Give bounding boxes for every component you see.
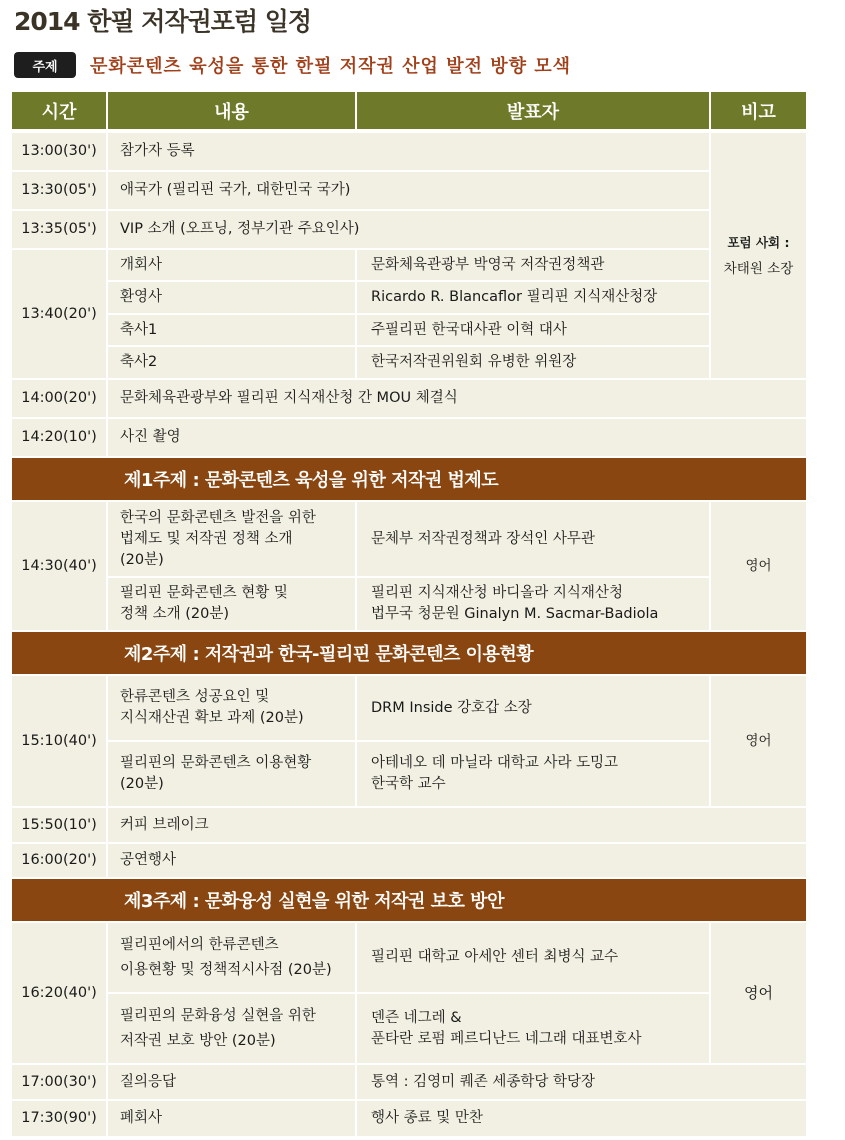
content-line: 필리핀에서의 한류콘텐츠 (120, 936, 279, 953)
moderator-note (711, 133, 806, 378)
content-cell: 공연행사 (108, 844, 806, 877)
presenter-line: 법무국 청문원 Ginalyn M. Sacmar-Badiola (371, 606, 659, 622)
presenter-cell: 문체부 저작권정책과 장석인 사무관 (357, 502, 709, 576)
content-line: (20분) (120, 776, 164, 792)
content-line: (20분) (120, 551, 164, 568)
content-cell (108, 994, 355, 1063)
presenter-cell: 행사 종료 및 만찬 (357, 1101, 806, 1136)
presenter-cell (357, 578, 709, 630)
content-cell: 커피 브레이크 (108, 808, 806, 842)
presenter-cell: 문화체육관광부 박영국 저작권정책관 (357, 250, 709, 280)
note-cell: 영어 (711, 923, 806, 1063)
topic-text: 문화콘텐츠 육성을 통한 한필 저작권 산업 발전 방향 모색 (90, 56, 572, 77)
header-time: 시간 (12, 92, 106, 129)
header-presenter: 발표자 (357, 92, 709, 129)
content-cell: 애국가 (필리핀 국가, 대한민국 국가) (108, 172, 709, 209)
note-cell: 영어 (711, 676, 806, 806)
content-line: 지식재산권 확보 과제 (20분) (120, 710, 304, 726)
header-note: 비고 (711, 92, 806, 129)
topic-badge: 주제 (14, 52, 76, 78)
content-line: 한국의 문화콘텐츠 발전을 위한 (120, 509, 316, 526)
time-cell: 13:30(05') (12, 172, 106, 209)
session1-title: 제1주제 : 문화콘텐츠 육성을 위한 저작권 법제도 (12, 458, 806, 500)
header-content: 내용 (108, 92, 355, 129)
time-cell: 14:00(20') (12, 380, 106, 417)
time-cell: 13:00(30') (12, 133, 106, 170)
content-line: 법제도 및 저작권 정책 소개 (120, 530, 293, 547)
content-line: 필리핀 문화콘텐츠 현황 및 (120, 585, 288, 601)
time-cell: 13:40(20') (12, 250, 106, 378)
page-title: 2014 한필 저작권포럼 일정 (14, 7, 312, 36)
presenter-cell: 한국저작권위원회 유병한 위원장 (357, 347, 709, 378)
content-cell: 개회사 (108, 250, 355, 280)
time-cell: 17:30(90') (12, 1101, 106, 1136)
presenter-cell: Ricardo R. Blancaflor 필리핀 지식재산청장 (357, 282, 709, 313)
time-cell: 16:00(20') (12, 844, 106, 877)
presenter-line: 한국학 교수 (371, 776, 446, 792)
content-line: 필리핀의 문화융성 실현을 위한 (120, 1007, 316, 1024)
presenter-cell: 주필리핀 한국대사관 이혁 대사 (357, 315, 709, 345)
content-cell (108, 742, 355, 806)
content-cell: 축사2 (108, 347, 355, 378)
content-cell: 환영사 (108, 282, 355, 313)
time-cell: 14:20(10') (12, 419, 106, 456)
time-cell: 13:35(05') (12, 211, 106, 248)
moderator-name: 차태원 소장 (723, 260, 794, 277)
time-cell: 15:50(10') (12, 808, 106, 842)
presenter-cell: 통역 : 김영미 퀘존 세종학당 학당장 (357, 1065, 806, 1099)
session2-title: 제2주제 : 저작권과 한국-필리핀 문화콘텐츠 이용현황 (12, 632, 806, 674)
content-cell: 문화체육관광부와 필리핀 지식재산청 간 MOU 체결식 (108, 380, 806, 417)
topic-row (14, 52, 571, 78)
content-line: 저작권 보호 방안 (20분) (120, 1032, 276, 1049)
time-cell: 16:20(40') (12, 923, 106, 1063)
time-cell: 14:30(40') (12, 502, 106, 630)
presenter-line: 필리핀 지식재산청 바디올라 지식재산청 (371, 585, 623, 601)
content-cell: 축사1 (108, 315, 355, 345)
presenter-cell: DRM Inside 강호갑 소장 (357, 676, 709, 740)
presenter-cell (357, 994, 709, 1063)
content-line: 한류콘텐츠 성공요인 및 (120, 689, 270, 705)
content-cell: 질의응답 (108, 1065, 355, 1099)
content-line: 이용현황 및 정책적시사점 (20분) (120, 961, 332, 978)
content-cell: 참가자 등록 (108, 133, 709, 170)
presenter-line: 덴즌 네그레 & (371, 1009, 462, 1026)
session3-title: 제3주제 : 문화융성 실현을 위한 저작권 보호 방안 (12, 879, 806, 921)
content-cell (108, 923, 355, 992)
content-cell (108, 676, 355, 740)
presenter-line: 푼타란 로펌 페르디난드 네그래 대표변호사 (371, 1030, 642, 1047)
presenter-cell: 필리핀 대학교 아세안 센터 최병식 교수 (357, 923, 709, 992)
moderator-label: 포럼 사회 : (727, 234, 790, 250)
content-cell: 폐회사 (108, 1101, 355, 1136)
content-cell: 사진 촬영 (108, 419, 806, 456)
presenter-cell (357, 742, 709, 806)
time-cell: 15:10(40') (12, 676, 106, 806)
content-line: 필리핀의 문화콘텐츠 이용현황 (120, 755, 312, 771)
content-cell (108, 502, 355, 576)
content-line: 정책 소개 (20분) (120, 606, 230, 622)
content-cell: VIP 소개 (오프닝, 정부기관 주요인사) (108, 211, 709, 248)
note-cell: 영어 (711, 502, 806, 630)
content-cell (108, 578, 355, 630)
time-cell: 17:00(30') (12, 1065, 106, 1099)
presenter-line: 아테네오 데 마닐라 대학교 사라 도밍고 (371, 755, 619, 771)
